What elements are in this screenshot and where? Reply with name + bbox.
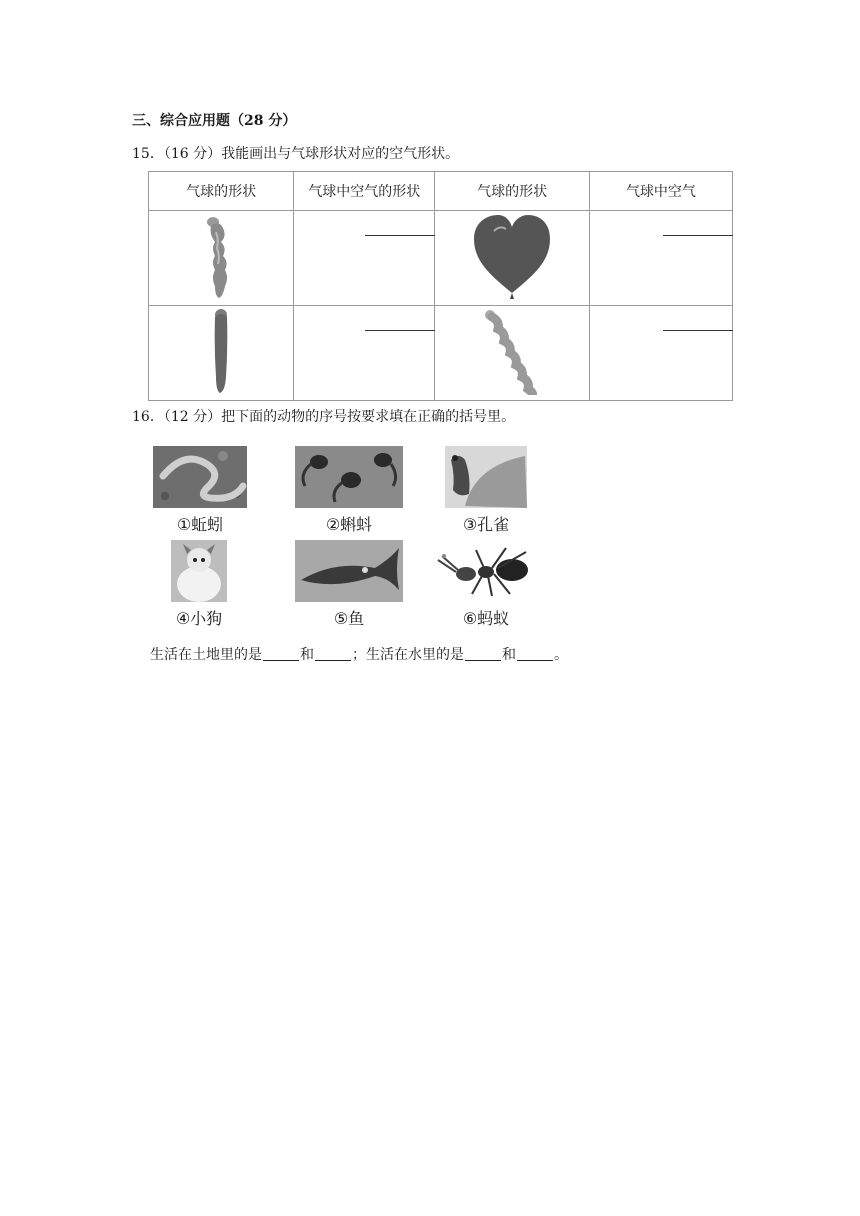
section-title: 三、综合应用题（28 分）	[132, 113, 297, 129]
answer-blank[interactable]	[315, 659, 351, 661]
animal-label: ⑤鱼	[333, 609, 365, 628]
ant-photo	[436, 540, 536, 602]
animal-ant	[436, 540, 536, 629]
heart-balloon-icon	[470, 211, 554, 301]
answer-blank[interactable]	[517, 659, 553, 661]
fill-text-and: 和	[300, 647, 314, 663]
animal-peacock	[444, 446, 528, 535]
answer-blank[interactable]	[465, 659, 501, 661]
balloon-cell	[435, 211, 590, 306]
balloon-cell	[149, 306, 294, 401]
peacock-photo	[445, 446, 527, 508]
animal-earthworm	[152, 446, 248, 535]
question-16-prompt: 16．（12 分）把下面的动物的序号按要求填在正确的括号里。	[132, 409, 516, 425]
fill-in-sentence	[150, 644, 568, 664]
header-air-shape-2: 气球中空气	[589, 172, 732, 211]
balloon-cell	[435, 306, 590, 401]
answer-line	[365, 235, 435, 236]
animal-label: ①蚯蚓	[176, 515, 224, 534]
question-15-prompt: 15．（16 分）我能画出与气球形状对应的空气形状。	[132, 146, 460, 162]
answer-blank[interactable]	[263, 659, 299, 661]
answer-cell[interactable]	[589, 306, 732, 401]
animal-label: ③孔雀	[462, 515, 510, 534]
long-straight-balloon-icon	[206, 307, 236, 395]
answer-cell[interactable]	[294, 306, 435, 401]
answer-line	[663, 330, 733, 331]
header-balloon-shape-2: 气球的形状	[435, 172, 590, 211]
spiral-balloon-icon	[482, 307, 542, 395]
header-balloon-shape: 气球的形状	[149, 172, 294, 211]
animal-fish	[294, 540, 404, 629]
table-row	[149, 306, 733, 401]
puppy-photo	[171, 540, 227, 602]
answer-cell[interactable]	[589, 211, 732, 306]
long-segmented-balloon-icon	[201, 212, 241, 300]
animal-label: ④小狗	[175, 609, 223, 628]
fill-text-and: 和	[502, 647, 516, 663]
animal-label: ②蝌蚪	[325, 515, 373, 534]
header-air-shape: 气球中空气的形状	[294, 172, 435, 211]
table-row	[149, 211, 733, 306]
animal-tadpole	[294, 446, 404, 535]
balloon-cell	[149, 211, 294, 306]
fill-text-water: ；生活在水里的是	[352, 647, 464, 663]
fill-text-end: 。	[554, 647, 568, 663]
animal-puppy	[166, 540, 232, 629]
fill-text-soil: 生活在土地里的是	[150, 647, 262, 663]
table-header-row	[149, 172, 733, 211]
answer-line	[663, 235, 733, 236]
balloon-table	[148, 171, 733, 401]
tadpole-photo	[295, 446, 403, 508]
answer-line	[365, 330, 435, 331]
animal-label: ⑥蚂蚁	[462, 609, 510, 628]
fish-photo	[295, 540, 403, 602]
earthworm-photo	[153, 446, 247, 508]
answer-cell[interactable]	[294, 211, 435, 306]
